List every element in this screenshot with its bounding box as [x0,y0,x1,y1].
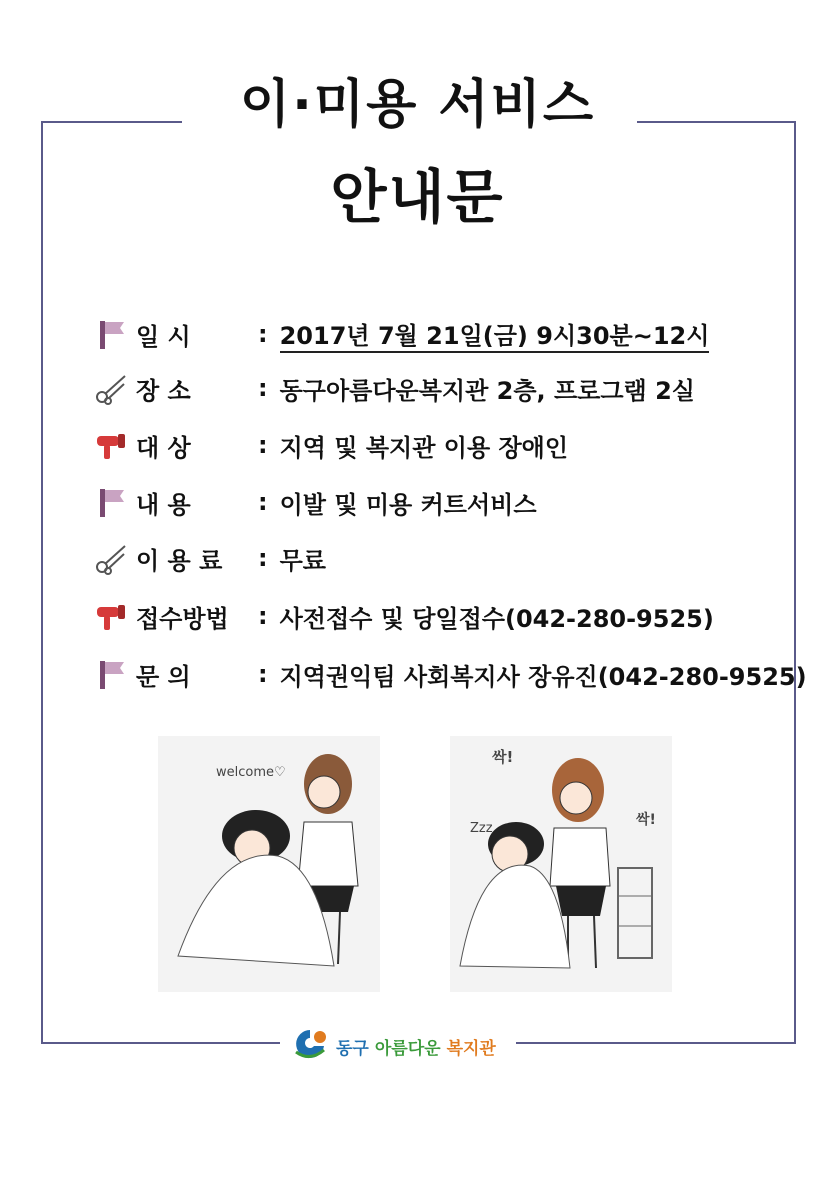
info-value: 지역권익팀 사회복지사 장유진(042-280-9525) [279,662,807,691]
colon: : [258,320,268,348]
hair-dryer-icon [92,597,130,635]
info-label: 이 용 료 [136,546,223,575]
content-frame [41,121,796,1044]
logo-text-part2: 아름다운 [374,1038,441,1059]
info-row-inquiry [92,652,807,696]
colon: : [258,602,268,630]
illustration-haircut [450,736,672,992]
logo-text-part1: 동구 [336,1038,369,1059]
scissors-icon [92,539,130,577]
organization-logo [290,1028,496,1064]
colon: : [258,488,268,516]
colon: : [258,544,268,572]
logo-icon [290,1028,330,1064]
info-value: 사전접수 및 당일접수(042-280-9525) [279,604,714,633]
info-value: 이발 및 미용 커트서비스 [279,490,537,519]
sleep-text: Zzz [470,821,493,836]
info-value: 지역 및 복지관 이용 장애인 [279,433,569,462]
info-row-date [92,312,709,356]
flag-icon [92,315,130,353]
page-subtitle: 안내문 [330,163,505,231]
flag-icon [92,483,130,521]
info-row-target [92,423,568,467]
welcome-text: welcome♡ [216,765,286,780]
info-value: 동구아름다운복지관 2층, 프로그램 2실 [279,376,695,405]
illustration-welcome [158,736,380,992]
colon: : [258,431,268,459]
colon: : [258,660,268,688]
info-row-fee [92,536,326,580]
info-value: 무료 [279,546,326,575]
info-value: 2017년 7월 21일(금) 9시30분~12시 [280,316,710,353]
info-row-place [92,366,695,410]
scissors-icon [92,369,130,407]
info-label: 문 의 [136,662,191,691]
info-row-registration [92,594,714,638]
page-title: 이·미용 서비스 [239,75,596,135]
info-row-content [92,480,537,524]
info-label: 접수방법 [136,604,229,633]
hair-dryer-icon [92,426,130,464]
info-label: 일 시 [136,322,191,351]
sound-effect-text: 싹! [636,812,656,828]
flag-icon [92,655,130,693]
sound-effect-text: 싹! [492,748,514,766]
colon: : [258,374,268,402]
logo-text-part3: 복지관 [446,1038,496,1059]
info-label: 내 용 [136,490,191,519]
info-label: 대 상 [136,433,191,462]
info-label: 장 소 [136,376,191,405]
